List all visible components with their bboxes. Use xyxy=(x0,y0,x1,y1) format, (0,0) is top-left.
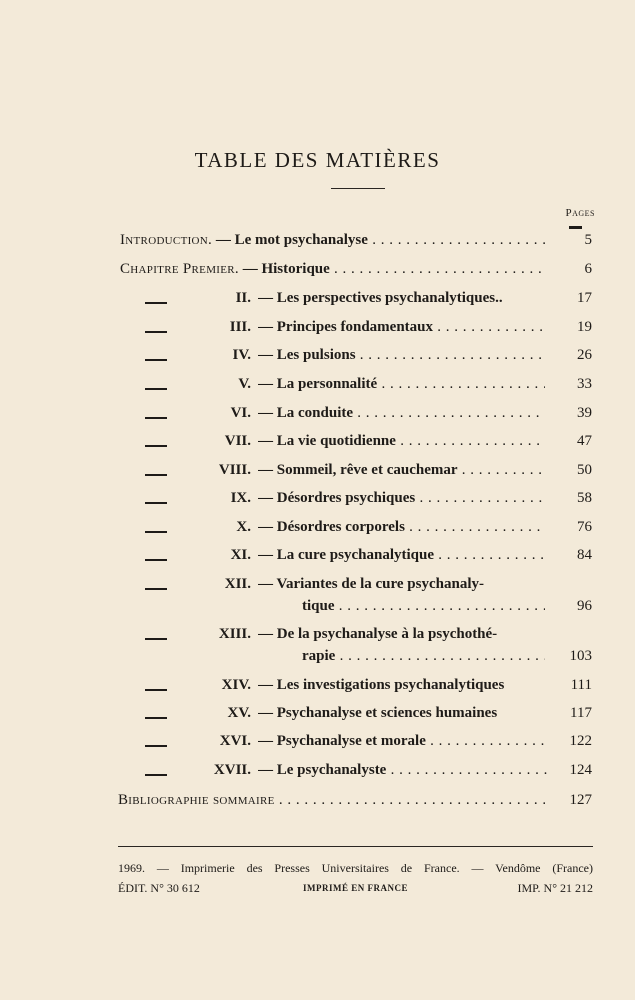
chapter-number: VII. xyxy=(224,433,251,449)
toc-page-number: 96 xyxy=(577,598,592,614)
toc-entry-chapter-16 xyxy=(0,733,635,759)
toc-entry-chapter-9 xyxy=(0,490,635,516)
toc-entry-text: — Psychanalyse et morale . . . xyxy=(258,733,549,750)
toc-entry-chapter-2 xyxy=(0,290,635,316)
toc-page-number: 103 xyxy=(569,648,592,664)
toc-page-number: 6 xyxy=(584,261,592,277)
ditto-dash xyxy=(145,559,167,561)
chapter-number: XIII. xyxy=(218,626,251,642)
ditto-dash xyxy=(145,445,167,447)
ditto-dash xyxy=(145,531,167,533)
ditto-dash xyxy=(145,388,167,390)
ditto-dash xyxy=(145,331,167,333)
ditto-dash xyxy=(145,638,167,640)
toc-page-number: 76 xyxy=(577,519,592,535)
toc-entry-text-continued: rapie . . . xyxy=(302,648,545,665)
toc-entry-chapter-1 xyxy=(0,261,635,287)
toc-entry-text-continued: tique . . . xyxy=(302,598,545,615)
toc-entry-text: — La vie quotidienne . . . xyxy=(258,433,545,450)
toc-page-number: 84 xyxy=(577,547,592,563)
toc-entry-chapter-14 xyxy=(0,677,635,703)
toc-entry-text: — Principes fondamentaux . . . xyxy=(258,319,545,336)
toc-page-number: 19 xyxy=(577,319,592,335)
ditto-dash xyxy=(145,717,167,719)
chapter-number: VIII. xyxy=(218,462,251,478)
toc-entry-text: — Les perspectives psychanalytiques.. xyxy=(258,290,503,306)
ditto-dash xyxy=(145,502,167,504)
chapter-number: XVII. xyxy=(213,762,251,778)
ditto-dash xyxy=(145,417,167,419)
chapter-number: VI. xyxy=(230,405,251,421)
pages-column-rule xyxy=(569,226,582,229)
toc-entry-text: — Sommeil, rêve et cauchemar . . . xyxy=(258,462,545,479)
toc-page-number: 26 xyxy=(577,347,592,363)
ditto-dash xyxy=(145,302,167,304)
toc-entry-text: — Désordres corporels . . . xyxy=(258,519,545,536)
toc-page-number: 50 xyxy=(577,462,592,478)
ditto-dash xyxy=(145,745,167,747)
chapter-number: II. xyxy=(235,290,251,306)
chapter-number: XIV. xyxy=(221,677,251,693)
ditto-dash xyxy=(145,689,167,691)
chapter-number: XVI. xyxy=(219,733,251,749)
toc-page-number: 39 xyxy=(577,405,592,421)
toc-page-number: 124 xyxy=(569,762,592,778)
toc-page-number: 33 xyxy=(577,376,592,392)
toc-page-number: 122 xyxy=(569,733,592,749)
title-rule xyxy=(331,188,385,189)
imprint-number: IMP. N° 21 212 xyxy=(517,881,593,895)
ditto-dash xyxy=(145,774,167,776)
chapter-number: X. xyxy=(236,519,251,535)
ditto-dash xyxy=(145,359,167,361)
toc-entry-chapter-8 xyxy=(0,462,635,488)
toc-entry-chapter-13-continued xyxy=(0,648,635,674)
footer-rule xyxy=(118,846,593,847)
toc-entry-text: — Les investigations psychanalytiques xyxy=(258,677,505,693)
toc-entry-text: — Variantes de la cure psychanaly- xyxy=(258,576,484,592)
toc-page-number: 17 xyxy=(577,290,592,306)
toc-entry-chapter-6 xyxy=(0,405,635,431)
chapter-number: XV. xyxy=(227,705,251,721)
toc-entry-chapter-5 xyxy=(0,376,635,402)
ditto-dash xyxy=(145,474,167,476)
edition-number: ÉDIT. N° 30 612 xyxy=(118,881,200,895)
toc-entry-chapter-12-continued xyxy=(0,598,635,624)
toc-entry-text: Chapitre Premier. — Historique . . . xyxy=(120,261,545,278)
toc-page-number: 117 xyxy=(570,705,592,721)
printed-in-france: IMPRIMÉ EN FRANCE xyxy=(303,883,408,893)
toc-entry-text: — De la psychanalyse à la psychothé- xyxy=(258,626,498,642)
toc-page-number: 58 xyxy=(577,490,592,506)
ditto-dash xyxy=(145,588,167,590)
toc-entry-text: — Psychanalyse et sciences humaines xyxy=(258,705,498,721)
toc-entry-chapter-4 xyxy=(0,347,635,373)
toc-page-number: 47 xyxy=(577,433,592,449)
toc-entry-chapter-10 xyxy=(0,519,635,545)
toc-entry-chapter-7 xyxy=(0,433,635,459)
toc-entry-chapter-17 xyxy=(0,762,635,788)
toc-entry-text: — La personnalité . . . xyxy=(258,376,545,393)
toc-entry-text: — La conduite . . . xyxy=(258,405,545,422)
toc-entry-chapter-11 xyxy=(0,547,635,573)
toc-entry-text: — La cure psychanalytique . . . xyxy=(258,547,545,564)
chapter-number: XII. xyxy=(224,576,251,592)
chapter-number: V. xyxy=(238,376,251,392)
toc-entry-text: — Le psychanalyste . . . xyxy=(258,762,549,779)
toc-entry-chapter-3 xyxy=(0,319,635,345)
pages-column-label: Pages xyxy=(565,207,595,219)
printer-imprint: 1969. — Imprimerie des Presses Universitaires de France. — Vendôme (France) xyxy=(118,861,593,875)
toc-entry-chapter-15 xyxy=(0,705,635,731)
toc-entry-text: Introduction. — Le mot psychanalyse . . . xyxy=(120,232,545,249)
toc-page-number: 5 xyxy=(584,232,592,248)
page-title: TABLE DES MATIÈRES xyxy=(194,148,441,172)
toc-entry-bibliography xyxy=(0,792,635,818)
toc-page-number: 111 xyxy=(570,677,592,693)
toc-entry-text: Bibliographie sommaire . . . xyxy=(118,792,545,809)
toc-entry-text: — Les pulsions . . . xyxy=(258,347,545,364)
chapter-number: III. xyxy=(229,319,251,335)
toc-entry-introduction xyxy=(0,232,635,258)
chapter-number: XI. xyxy=(230,547,251,563)
toc-page-number: 127 xyxy=(569,792,592,808)
chapter-number: IV. xyxy=(232,347,251,363)
chapter-number: IX. xyxy=(230,490,251,506)
toc-entry-text: — Désordres psychiques . . . xyxy=(258,490,545,507)
